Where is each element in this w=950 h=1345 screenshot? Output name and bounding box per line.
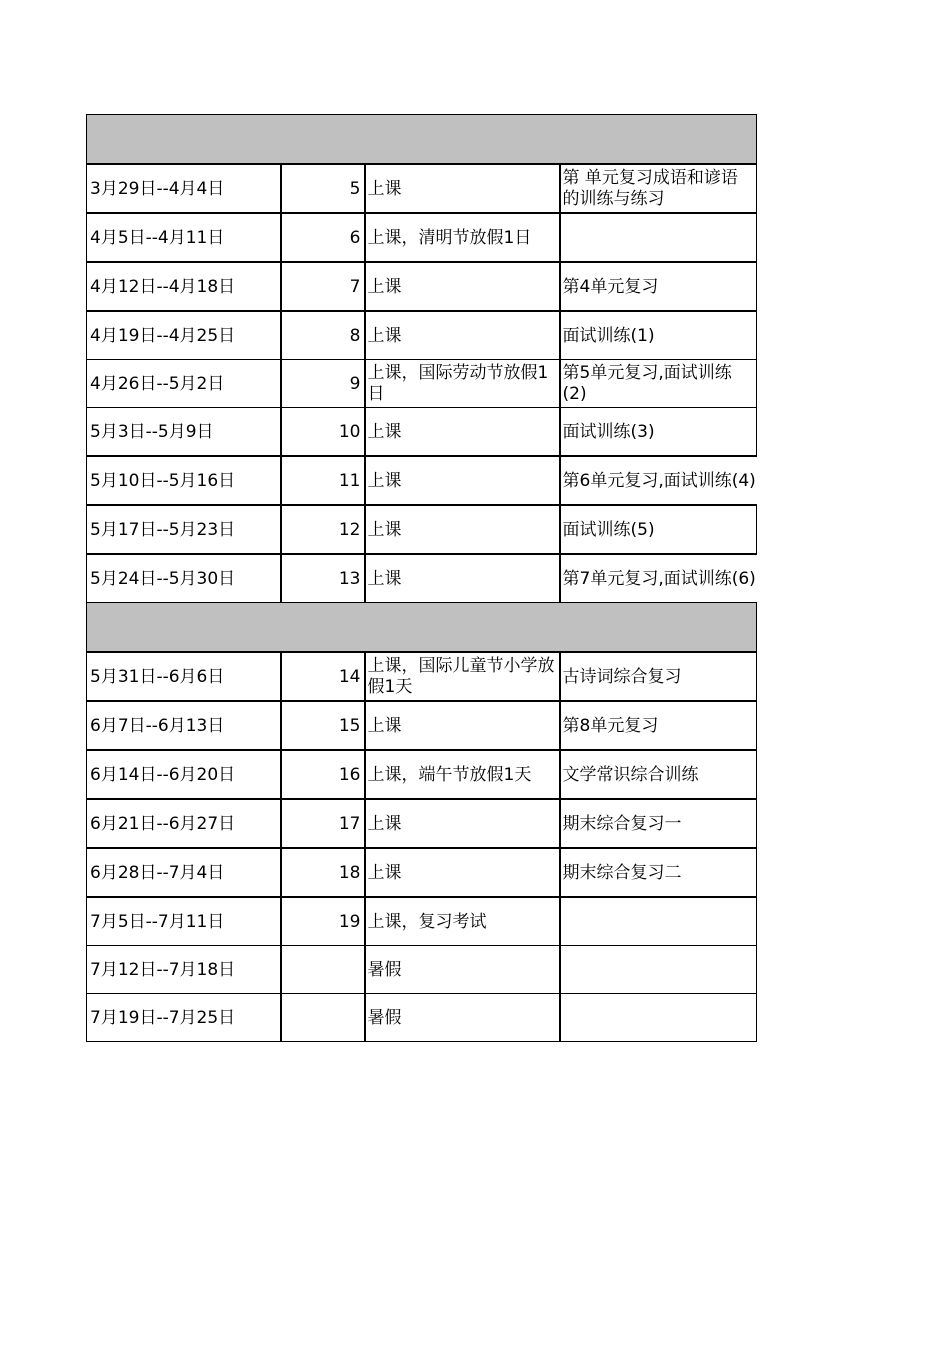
date-cell: 4月5日--4月11日 (87, 213, 281, 262)
status-cell: 上课，清明节放假1日 (365, 213, 560, 262)
status-cell: 上课，复习考试 (365, 897, 560, 946)
table-row (87, 554, 757, 603)
table-row (87, 897, 757, 946)
content-cell (560, 994, 757, 1042)
status-cell: 上课 (365, 848, 560, 897)
status-cell: 暑假 (365, 946, 560, 994)
content-cell (560, 946, 757, 994)
section-header-band (87, 603, 757, 653)
table-row (87, 652, 757, 701)
date-cell: 7月19日--7月25日 (87, 994, 281, 1042)
content-cell: 面试训练(5) (560, 505, 757, 554)
date-cell: 4月12日--4月18日 (87, 262, 281, 311)
week-cell: 19 (281, 897, 365, 946)
table-row (87, 262, 757, 311)
table-row (87, 505, 757, 554)
status-cell: 上课 (365, 164, 560, 213)
content-cell: 第7单元复习,面试训练(6) (560, 554, 757, 603)
week-cell: 16 (281, 750, 365, 799)
content-cell: 第6单元复习,面试训练(4) (560, 456, 757, 505)
content-cell: 文学常识综合训练 (560, 750, 757, 799)
week-cell: 11 (281, 456, 365, 505)
date-cell: 5月31日--6月6日 (87, 652, 281, 701)
table-row (87, 946, 757, 994)
table-row (87, 701, 757, 750)
week-cell: 12 (281, 505, 365, 554)
week-cell (281, 994, 365, 1042)
date-cell: 6月7日--6月13日 (87, 701, 281, 750)
date-cell: 7月12日--7月18日 (87, 946, 281, 994)
content-cell: 面试训练(1) (560, 311, 757, 360)
status-cell: 暑假 (365, 994, 560, 1042)
table-row (87, 848, 757, 897)
content-cell: 面试训练(3) (560, 408, 757, 457)
content-cell: 古诗词综合复习 (560, 652, 757, 701)
date-cell: 5月17日--5月23日 (87, 505, 281, 554)
date-cell: 7月5日--7月11日 (87, 897, 281, 946)
week-cell: 9 (281, 360, 365, 408)
section-header-cell (87, 115, 757, 165)
status-cell: 上课，端午节放假1天 (365, 750, 560, 799)
week-cell (281, 946, 365, 994)
date-cell: 6月21日--6月27日 (87, 799, 281, 848)
table-row (87, 213, 757, 262)
date-cell: 6月28日--7月4日 (87, 848, 281, 897)
table-row (87, 311, 757, 360)
content-cell: 第 单元复习成语和谚语的训练与练习 (560, 164, 757, 213)
section-header-band (87, 115, 757, 165)
status-cell: 上课 (365, 701, 560, 750)
content-cell: 期末综合复习一 (560, 799, 757, 848)
table-row (87, 799, 757, 848)
week-cell: 5 (281, 164, 365, 213)
table-row (87, 360, 757, 408)
date-cell: 3月29日--4月4日 (87, 164, 281, 213)
content-cell (560, 897, 757, 946)
table-row (87, 750, 757, 799)
content-cell: 期末综合复习二 (560, 848, 757, 897)
table-row (87, 408, 757, 457)
table-row (87, 994, 757, 1042)
table-row (87, 456, 757, 505)
section-header-cell (87, 603, 757, 653)
status-cell: 上课 (365, 456, 560, 505)
date-cell: 4月19日--4月25日 (87, 311, 281, 360)
date-cell: 6月14日--6月20日 (87, 750, 281, 799)
week-cell: 17 (281, 799, 365, 848)
status-cell: 上课，国际儿童节小学放假1天 (365, 652, 560, 701)
content-cell: 第8单元复习 (560, 701, 757, 750)
status-cell: 上课 (365, 262, 560, 311)
status-cell: 上课 (365, 408, 560, 457)
week-cell: 14 (281, 652, 365, 701)
date-cell: 5月3日--5月9日 (87, 408, 281, 457)
week-cell: 6 (281, 213, 365, 262)
date-cell: 4月26日--5月2日 (87, 360, 281, 408)
week-cell: 15 (281, 701, 365, 750)
content-cell: 第5单元复习,面试训练(2) (560, 360, 757, 408)
week-cell: 10 (281, 408, 365, 457)
status-cell: 上课 (365, 311, 560, 360)
table-row (87, 164, 757, 213)
status-cell: 上课 (365, 554, 560, 603)
content-cell: 第4单元复习 (560, 262, 757, 311)
date-cell: 5月10日--5月16日 (87, 456, 281, 505)
week-cell: 7 (281, 262, 365, 311)
date-cell: 5月24日--5月30日 (87, 554, 281, 603)
status-cell: 上课 (365, 505, 560, 554)
schedule-sheet (86, 114, 756, 1042)
status-cell: 上课，国际劳动节放假1日 (365, 360, 560, 408)
week-cell: 13 (281, 554, 365, 603)
schedule-table (86, 114, 757, 1042)
week-cell: 18 (281, 848, 365, 897)
content-cell (560, 213, 757, 262)
status-cell: 上课 (365, 799, 560, 848)
week-cell: 8 (281, 311, 365, 360)
